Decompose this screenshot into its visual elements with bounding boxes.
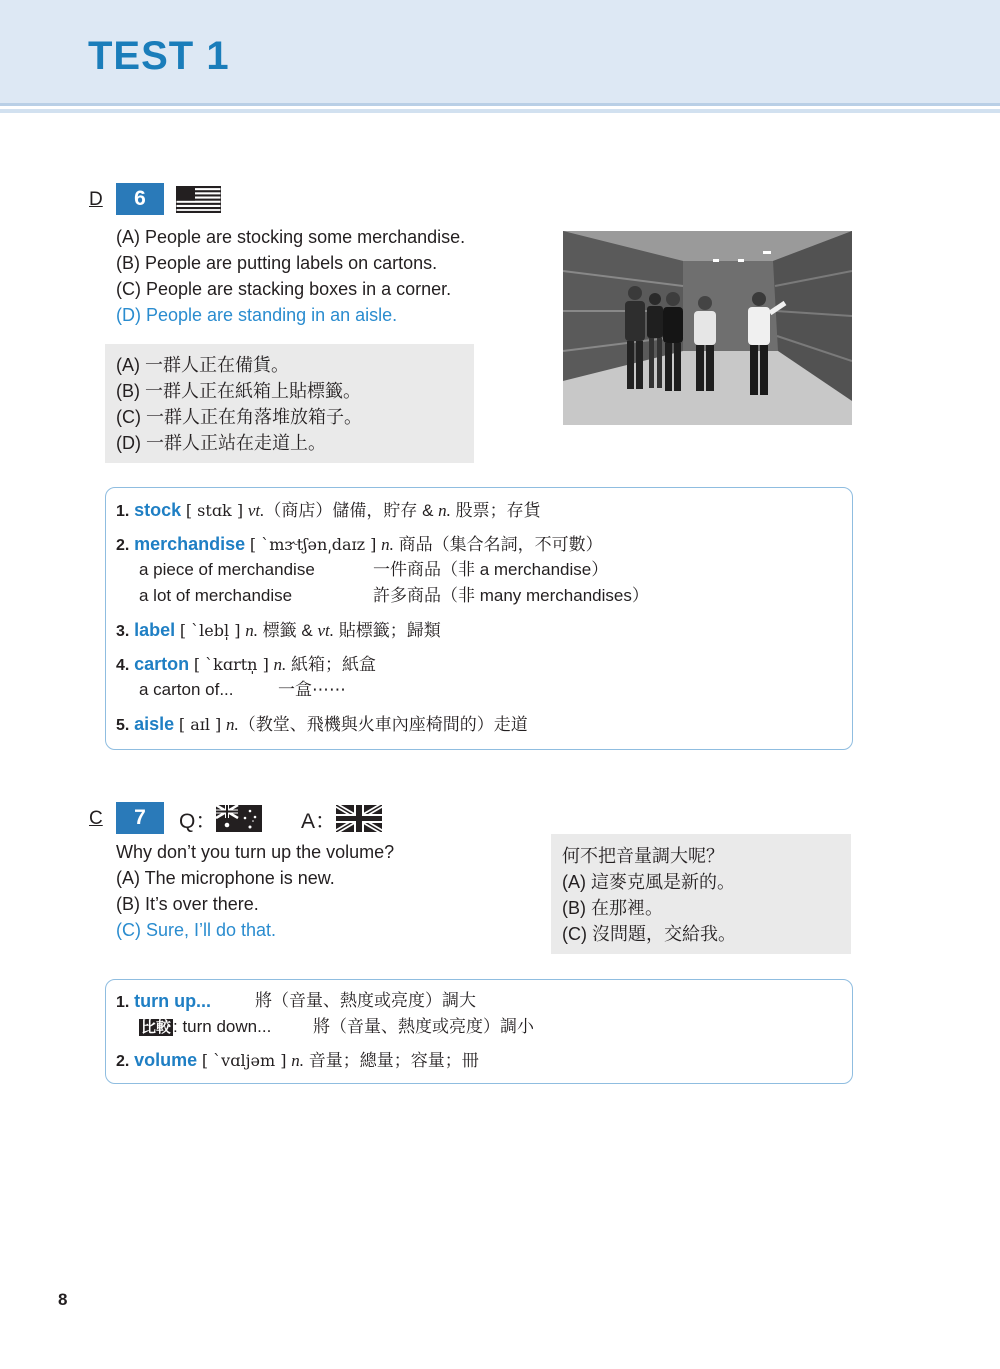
q7-translation-question: 何不把音量調大呢？	[562, 846, 724, 866]
vocab-number: 3.	[116, 623, 130, 640]
vocab-pronunciation: [ ˋvɑljəm ]	[201, 1051, 287, 1070]
vocab-part-of-speech: vt.	[317, 621, 334, 640]
header-divider-lower	[0, 109, 1000, 113]
q6-translation-c: (C) 一群人正在角落堆放箱子。	[116, 407, 362, 427]
q6-vocabulary-box	[105, 487, 853, 750]
q6-answer-key: D	[89, 189, 103, 210]
vocab-number: 5.	[116, 717, 130, 734]
q7-question-speaker-label: Q：	[179, 810, 217, 833]
vocab-part-of-speech: n.	[381, 535, 394, 554]
vocab-definition: 標籤 &	[257, 621, 318, 640]
vocab-aisle	[116, 712, 528, 738]
vocab-volume	[116, 1048, 479, 1074]
vocab-pronunciation: [ ˋmɝtʃən͵daɪz ]	[249, 535, 377, 554]
vocab-pronunciation: [ aɪl ]	[178, 715, 222, 734]
vocab-part-of-speech: n.	[291, 1051, 304, 1070]
vocab-pronunciation: [ stɑk ]	[185, 501, 244, 520]
q7-number-badge: 7	[116, 802, 164, 834]
vocab-compare	[139, 1015, 271, 1040]
vocab-definition: 商品（集合名詞，不可數）	[393, 535, 603, 554]
q6-option-b: (B) People are putting labels on cartons.	[116, 253, 438, 273]
compare-example-en: : turn down...	[173, 1017, 272, 1036]
us-flag-icon	[176, 186, 221, 213]
q7-lines	[116, 839, 394, 943]
vocab-example-en: a piece of merchandise	[139, 560, 315, 579]
vocab-merchandise	[116, 532, 603, 558]
q7-answer-key: C	[89, 808, 103, 829]
q6-translation-a: (A) 一群人正在備貨。	[116, 355, 289, 375]
q7-option-c-correct: (C) Sure, I’ll do that.	[116, 920, 277, 940]
warehouse-photo-illustration	[563, 231, 852, 425]
vocab-pronunciation: [ ˋkɑrtn̩ ]	[193, 655, 269, 674]
vocab-part-of-speech: n.	[273, 655, 287, 674]
vocab-pronunciation: [ ˋlebl̩ ]	[179, 621, 241, 640]
vocab-example-zh: 一件商品（非 a merchandise）	[373, 560, 609, 579]
vocab-example-en: a carton of...	[139, 680, 234, 699]
vocab-word: label	[134, 620, 176, 640]
q6-option-c: (C) People are stacking boxes in a corner.	[116, 279, 452, 299]
compare-example-zh: 將（音量、熱度或亮度）調小	[313, 1017, 534, 1036]
vocab-example-zh: 許多商品（非 many merchandises）	[373, 586, 649, 605]
vocab-definition: 紙箱；紙盒	[286, 655, 377, 674]
q7-answer-speaker-label: A：	[301, 810, 337, 833]
q6-translation-b: (B) 一群人正在紙箱上貼標籤。	[116, 381, 361, 401]
q7-option-b: (B) It’s over there.	[116, 894, 259, 914]
compare-badge: 比較	[141, 1019, 172, 1036]
q7-translation-box	[551, 834, 851, 954]
vocab-word: stock	[134, 500, 182, 520]
page-title: TEST 1	[88, 34, 230, 78]
vocab-definition: （教堂、飛機與火車內座椅間的）走道	[238, 715, 528, 734]
vocab-definition: 音量；總量；容量；冊	[303, 1051, 479, 1070]
q6-number-badge: 6	[116, 183, 164, 215]
australia-flag-icon	[216, 805, 262, 832]
page-number: 8	[58, 1290, 68, 1309]
vocab-word: merchandise	[134, 534, 246, 554]
vocab-part-of-speech: vt.	[247, 501, 265, 520]
vocab-part-of-speech: n.	[226, 715, 239, 734]
vocab-turn-up	[116, 989, 211, 1015]
q7-translation-c: (C) 沒問題，交給我。	[562, 924, 736, 944]
vocab-number: 2.	[116, 1053, 130, 1070]
vocab-part-of-speech: n.	[245, 621, 258, 640]
vocab-number: 1.	[116, 503, 130, 520]
vocab-number: 2.	[116, 537, 130, 554]
vocab-part-of-speech: n.	[438, 501, 451, 520]
q7-vocabulary-box	[105, 979, 853, 1084]
q6-translation-box	[105, 344, 474, 463]
q7-translation-b: (B) 在那裡。	[562, 898, 663, 918]
uk-flag-icon	[336, 805, 382, 832]
vocab-word: turn up...	[134, 991, 212, 1011]
vocab-example-zh: 一盒⋯⋯	[278, 680, 346, 699]
vocab-number: 1.	[116, 994, 130, 1011]
vocab-word: aisle	[134, 714, 175, 734]
header-banner	[0, 0, 1000, 103]
q6-translation-d: (D) 一群人正站在走道上。	[116, 433, 326, 453]
vocab-label	[116, 618, 441, 644]
q6-options	[116, 224, 465, 328]
q6-option-d-correct: (D) People are standing in an aisle.	[116, 305, 398, 325]
vocab-example-en: a lot of merchandise	[139, 586, 293, 605]
vocab-number: 4.	[116, 657, 130, 674]
vocab-word: carton	[134, 654, 190, 674]
vocab-definition: 將（音量、熱度或亮度）調大	[255, 991, 476, 1010]
vocab-stock	[116, 498, 541, 524]
warehouse-photo	[563, 231, 852, 425]
q7-translation-a: (A) 這麥克風是新的。	[562, 872, 735, 892]
vocab-word: volume	[134, 1050, 198, 1070]
q7-question: Why don’t you turn up the volume?	[116, 842, 395, 862]
vocab-definition: 貼標籤；歸類	[333, 621, 441, 640]
vocab-definition: 股票；存貨	[450, 501, 541, 520]
vocab-definition: （商店）儲備，貯存 &	[264, 501, 439, 520]
header-divider	[0, 103, 1000, 106]
vocab-carton	[116, 652, 376, 678]
q7-option-a: (A) The microphone is new.	[116, 868, 335, 888]
q6-option-a: (A) People are stocking some merchandise.	[116, 227, 466, 247]
